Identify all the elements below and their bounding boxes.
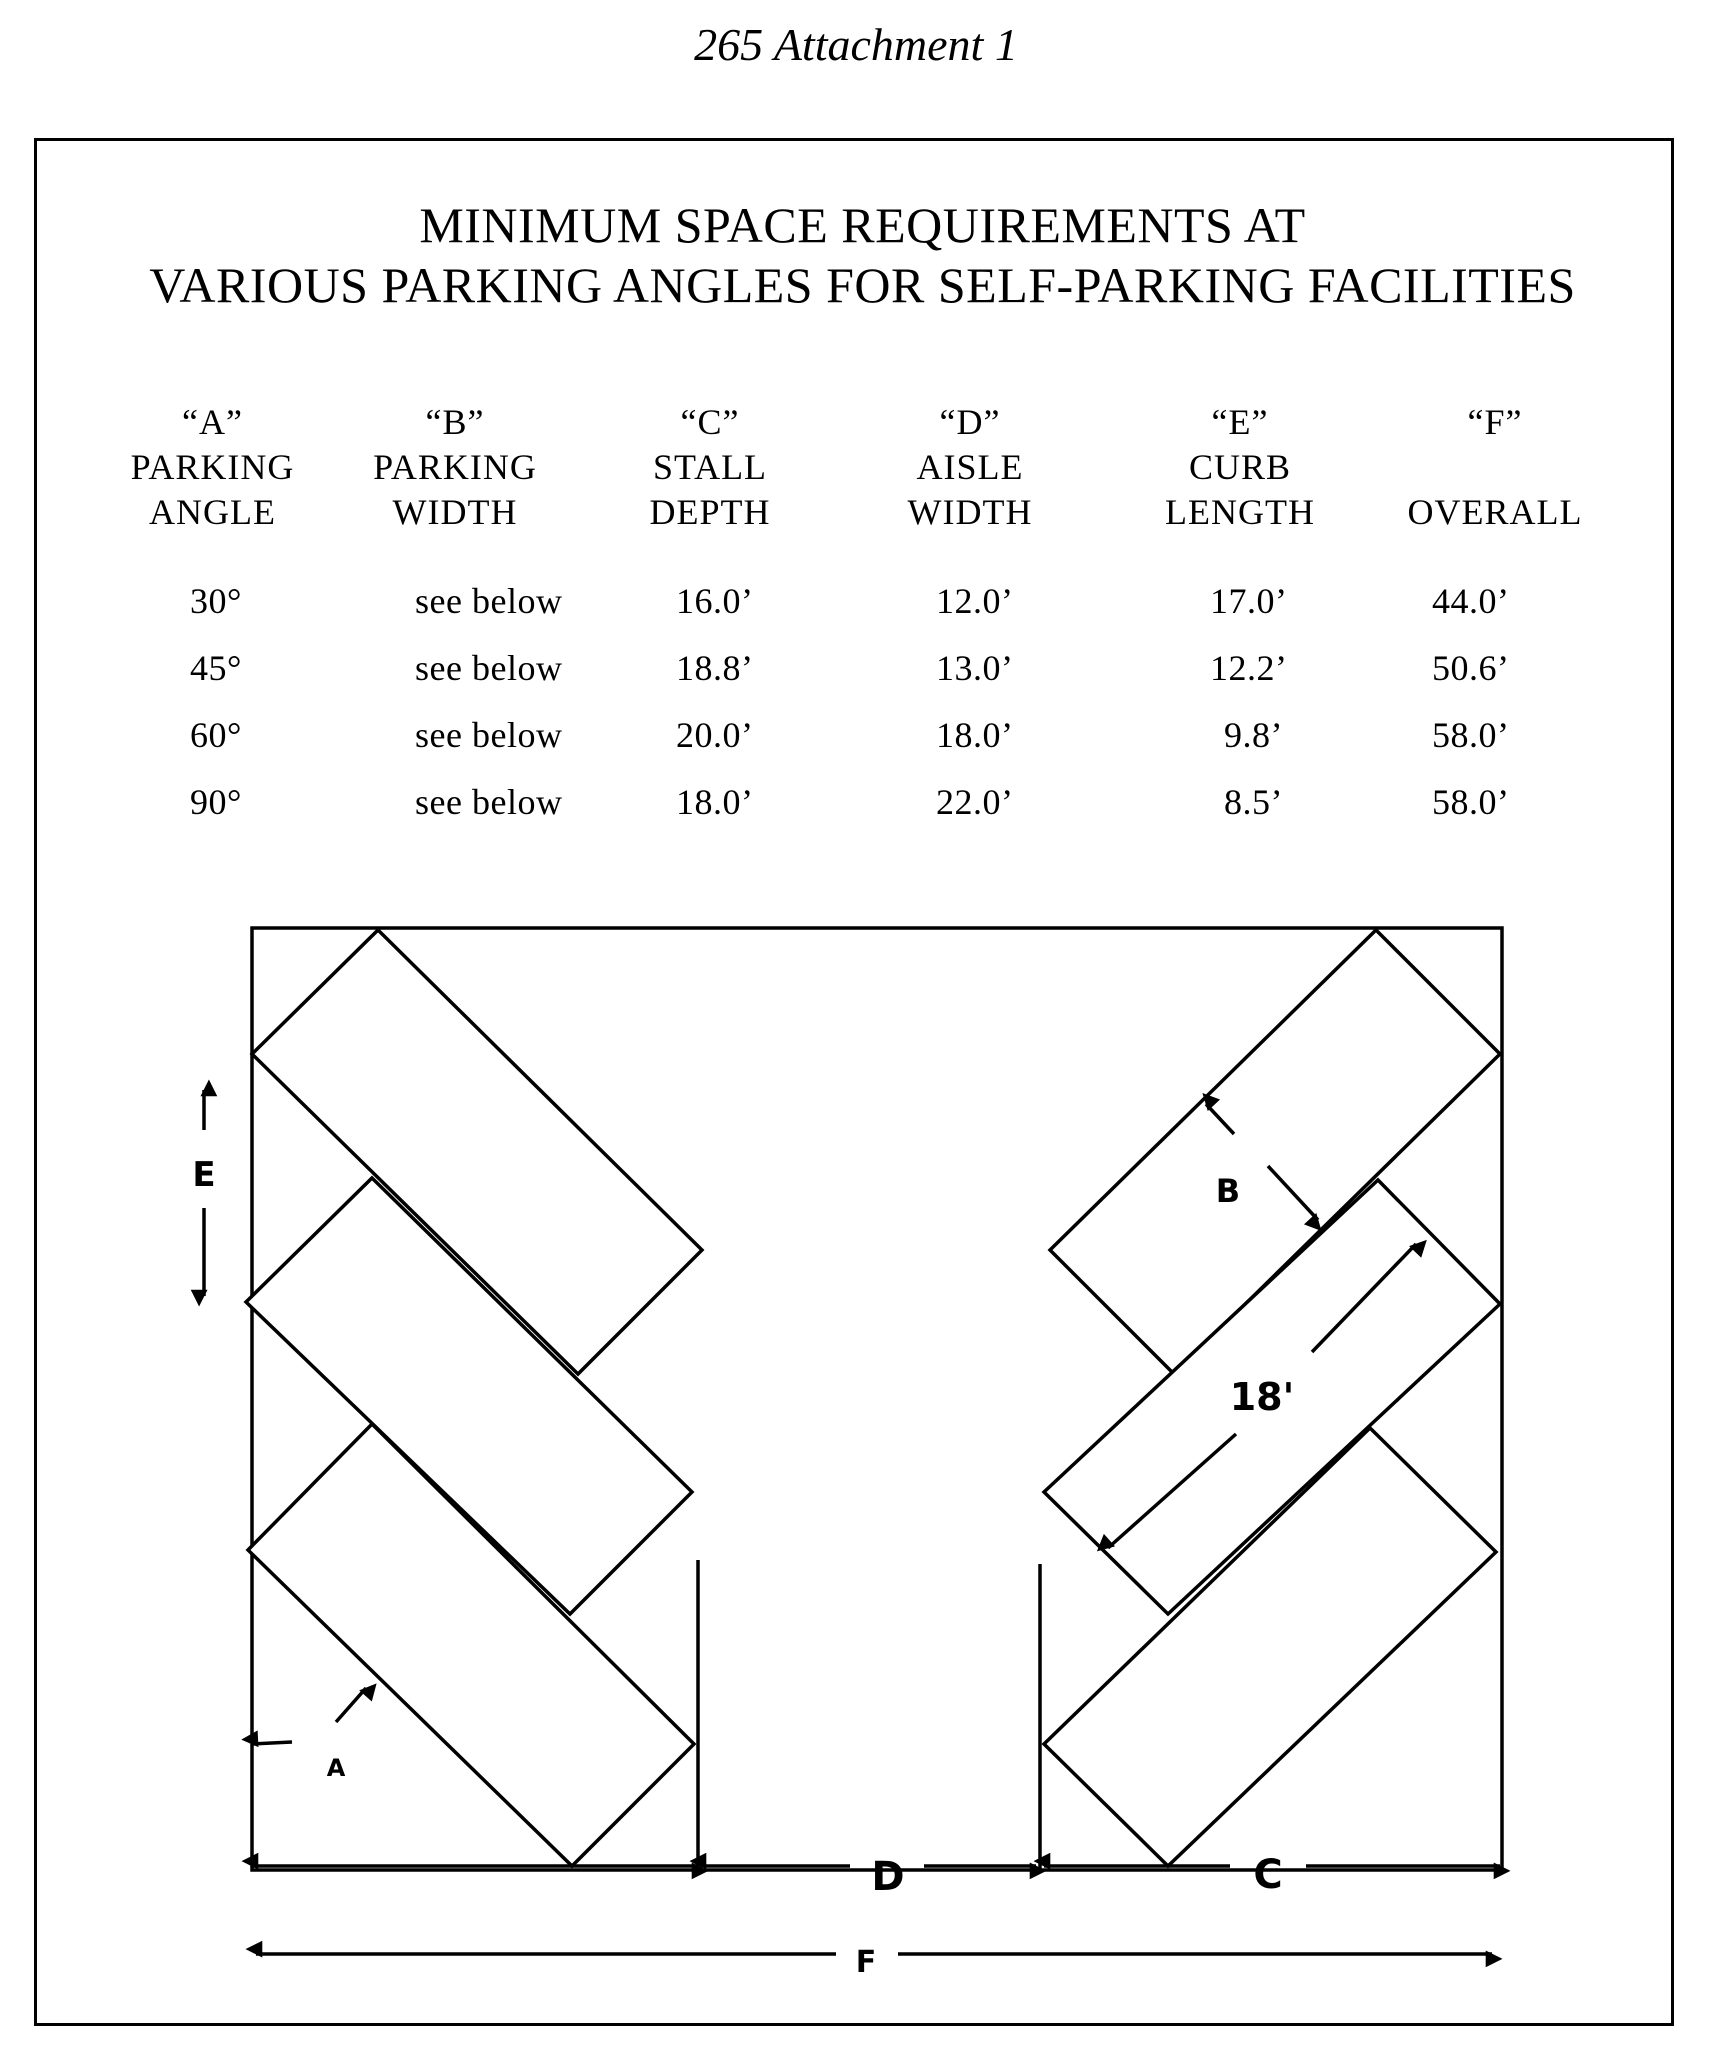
page-heading: 265 Attachment 1 bbox=[694, 19, 1018, 70]
cell-aisle: 18.0’ bbox=[936, 715, 1014, 755]
column-label-line-2: WIDTH bbox=[907, 492, 1033, 532]
column-label-line-1: PARKING bbox=[130, 447, 295, 487]
angle-arrow-diagonal bbox=[336, 1688, 366, 1722]
cell-depth: 20.0’ bbox=[676, 715, 754, 755]
column-key: “C” bbox=[680, 402, 740, 442]
cell-depth: 16.0’ bbox=[676, 581, 754, 621]
cell-aisle: 13.0’ bbox=[936, 648, 1014, 688]
column-label-line-2: LENGTH bbox=[1165, 492, 1315, 532]
cell-angle: 60° bbox=[190, 715, 242, 755]
label-e: E bbox=[192, 1155, 216, 1195]
angle-arrow-left bbox=[252, 1742, 292, 1744]
label-a: A bbox=[326, 1754, 346, 1782]
cell-aisle: 12.0’ bbox=[936, 581, 1014, 621]
cell-depth: 18.0’ bbox=[676, 782, 754, 822]
column-label-line-1: STALL bbox=[652, 447, 768, 487]
column-label-line-1: CURB bbox=[1188, 447, 1292, 487]
column-key: “B” bbox=[425, 402, 485, 442]
label-d: D bbox=[871, 1854, 905, 1900]
column-label-line-2: ANGLE bbox=[149, 492, 276, 532]
cell-width: see below bbox=[415, 782, 563, 822]
title-line-2: VARIOUS PARKING ANGLES FOR SELF-PARKING FACILITIES bbox=[149, 257, 1576, 313]
column-key: “D” bbox=[939, 402, 1001, 442]
cell-curb: 12.2’ bbox=[1210, 648, 1288, 688]
cell-curb: 9.8’ bbox=[1224, 715, 1283, 755]
column-label-line-2: OVERALL bbox=[1407, 492, 1583, 532]
label-f: F bbox=[855, 1945, 877, 1980]
cell-curb: 8.5’ bbox=[1224, 782, 1283, 822]
column-key: “A” bbox=[182, 402, 243, 442]
label-c: C bbox=[1253, 1852, 1283, 1898]
column-label-line-1: AISLE bbox=[916, 447, 1024, 487]
cell-angle: 45° bbox=[190, 648, 242, 688]
label-b: B bbox=[1215, 1172, 1241, 1210]
cell-overall: 58.0’ bbox=[1432, 715, 1510, 755]
cell-width: see below bbox=[415, 581, 563, 621]
cell-curb: 17.0’ bbox=[1210, 581, 1288, 621]
cell-width: see below bbox=[415, 715, 563, 755]
cell-overall: 50.6’ bbox=[1432, 648, 1510, 688]
cell-overall: 58.0’ bbox=[1432, 782, 1510, 822]
column-label-line-2: DEPTH bbox=[649, 492, 771, 532]
column-key: “F” bbox=[1467, 402, 1523, 442]
cell-depth: 18.8’ bbox=[676, 648, 754, 688]
cell-angle: 90° bbox=[190, 782, 242, 822]
column-label-line-2: WIDTH bbox=[392, 492, 518, 532]
column-label-line-1: PARKING bbox=[373, 447, 537, 487]
cell-angle: 30° bbox=[190, 581, 242, 621]
cell-aisle: 22.0’ bbox=[936, 782, 1014, 822]
cell-width: see below bbox=[415, 648, 563, 688]
column-key: “E” bbox=[1211, 402, 1269, 442]
cell-overall: 44.0’ bbox=[1432, 581, 1510, 621]
label-stall-length: 18' bbox=[1229, 1375, 1295, 1419]
title-line-1: MINIMUM SPACE REQUIREMENTS AT bbox=[419, 197, 1306, 253]
